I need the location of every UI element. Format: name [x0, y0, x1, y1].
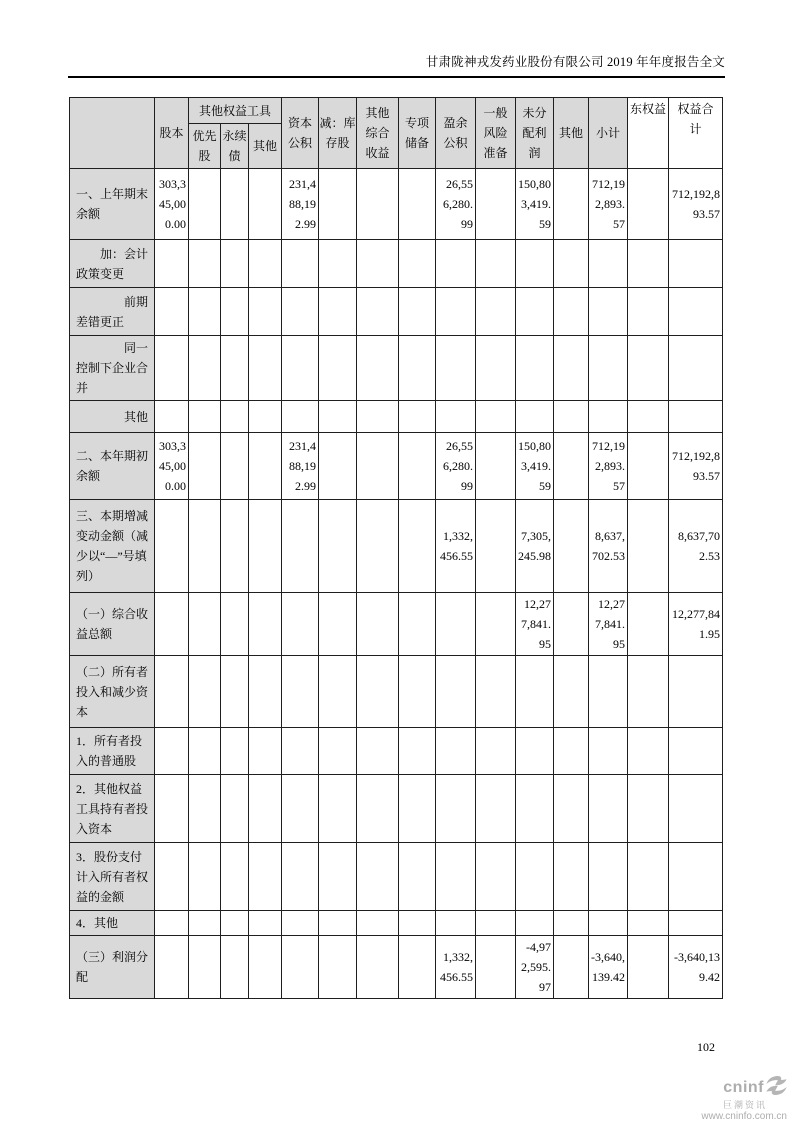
header-rule [68, 76, 725, 78]
table-row [70, 401, 723, 433]
value-cell: 8,637,702.53 [669, 500, 723, 593]
value-cell [357, 593, 399, 656]
value-cell [628, 401, 669, 433]
value-cell [436, 336, 476, 401]
value-cell: 712,192,893.57 [669, 169, 723, 240]
value-cell [436, 728, 476, 775]
value-cell [516, 288, 554, 336]
col-header-surplus-reserve: 盈余公积 [436, 98, 476, 169]
row-label-cell: 加：会计政策变更 [70, 240, 155, 288]
value-cell [221, 401, 249, 433]
cninfo-brand-text: cninf [723, 1079, 764, 1096]
value-cell: -3,640,139.42 [669, 936, 723, 999]
col-header-other-equity-instruments: 其他权益工具 [189, 98, 282, 124]
value-cell [516, 656, 554, 728]
value-cell [476, 433, 516, 500]
col-header-general-risk-reserve: 一般风险准备 [476, 98, 516, 169]
value-cell [554, 656, 589, 728]
value-cell [189, 288, 221, 336]
table-row [70, 936, 723, 999]
value-cell [155, 911, 189, 936]
value-cell [249, 433, 282, 500]
col-header-share-capital: 股本 [155, 98, 189, 169]
value-cell [189, 169, 221, 240]
table-row [70, 433, 723, 500]
value-cell [554, 169, 589, 240]
value-cell [476, 911, 516, 936]
value-cell [436, 775, 476, 843]
value-cell [628, 288, 669, 336]
value-cell [399, 843, 436, 911]
value-cell: -4,972,595.97 [516, 936, 554, 999]
value-cell [155, 288, 189, 336]
value-cell [189, 240, 221, 288]
value-cell [589, 401, 628, 433]
value-cell [319, 433, 357, 500]
value-cell [436, 240, 476, 288]
value-cell [399, 433, 436, 500]
value-cell [249, 169, 282, 240]
value-cell [516, 911, 554, 936]
value-cell [476, 728, 516, 775]
value-cell [436, 911, 476, 936]
value-cell [669, 401, 723, 433]
value-cell [249, 936, 282, 999]
value-cell: 12,277,841.95 [589, 593, 628, 656]
value-cell: -3,640,139.42 [589, 936, 628, 999]
value-cell: 26,556,280.99 [436, 433, 476, 500]
value-cell [155, 336, 189, 401]
value-cell [669, 288, 723, 336]
value-cell [249, 336, 282, 401]
value-cell [476, 656, 516, 728]
value-cell [399, 336, 436, 401]
value-cell [357, 728, 399, 775]
value-cell [319, 593, 357, 656]
value-cell [249, 843, 282, 911]
table-row [70, 240, 723, 288]
value-cell [357, 401, 399, 433]
value-cell [399, 728, 436, 775]
value-cell [189, 433, 221, 500]
value-cell [282, 593, 319, 656]
value-cell [476, 500, 516, 593]
value-cell [628, 240, 669, 288]
value-cell [628, 911, 669, 936]
value-cell [221, 593, 249, 656]
value-cell: 150,803,419.59 [516, 169, 554, 240]
header-row-1 [70, 98, 723, 124]
value-cell [221, 500, 249, 593]
value-cell: 231,488,192.99 [282, 169, 319, 240]
value-cell [155, 401, 189, 433]
value-cell: 7,305,245.98 [516, 500, 554, 593]
value-cell [249, 288, 282, 336]
value-cell [249, 911, 282, 936]
value-cell [628, 656, 669, 728]
value-cell [628, 169, 669, 240]
value-cell [155, 728, 189, 775]
table-row [70, 911, 723, 936]
document-header-title: 甘肃陇神戎发药业股份有限公司 2019 年年度报告全文 [425, 55, 725, 69]
col-header-less-treasury-shares: 减：库存股 [319, 98, 357, 169]
row-label-cell: 一、上年期末余额 [70, 169, 155, 240]
value-cell [628, 843, 669, 911]
value-cell [516, 336, 554, 401]
value-cell [516, 240, 554, 288]
value-cell [249, 775, 282, 843]
value-cell [282, 288, 319, 336]
value-cell [554, 911, 589, 936]
value-cell: 231,488,192.99 [282, 433, 319, 500]
value-cell [189, 593, 221, 656]
value-cell [476, 336, 516, 401]
value-cell [282, 240, 319, 288]
value-cell [476, 169, 516, 240]
value-cell [155, 775, 189, 843]
value-cell [189, 936, 221, 999]
value-cell [282, 843, 319, 911]
value-cell [436, 843, 476, 911]
row-label-cell: 同一控制下企业合并 [70, 336, 155, 401]
value-cell [628, 775, 669, 843]
value-cell [436, 288, 476, 336]
col-header-minority-equity: 东权益 [628, 98, 669, 169]
value-cell [155, 936, 189, 999]
value-cell [189, 336, 221, 401]
table-row [70, 593, 723, 656]
value-cell [399, 288, 436, 336]
value-cell [155, 500, 189, 593]
value-cell [249, 656, 282, 728]
value-cell [669, 728, 723, 775]
value-cell: 712,192,893.57 [589, 169, 628, 240]
value-cell [221, 288, 249, 336]
value-cell [319, 775, 357, 843]
value-cell [589, 656, 628, 728]
equity-changes-table [69, 97, 723, 999]
value-cell [221, 936, 249, 999]
value-cell [628, 593, 669, 656]
value-cell: 150,803,419.59 [516, 433, 554, 500]
value-cell: 303,345,000.00 [155, 433, 189, 500]
value-cell [399, 500, 436, 593]
value-cell [319, 936, 357, 999]
col-header-other: 其他 [554, 98, 589, 169]
value-cell: 712,192,893.57 [669, 433, 723, 500]
value-cell [282, 728, 319, 775]
value-cell [399, 401, 436, 433]
value-cell [221, 336, 249, 401]
value-cell [319, 401, 357, 433]
value-cell [357, 433, 399, 500]
value-cell [319, 500, 357, 593]
row-label-cell: （二）所有者投入和减少资本 [70, 656, 155, 728]
value-cell [282, 911, 319, 936]
value-cell [589, 336, 628, 401]
row-label-cell: 其他 [70, 401, 155, 433]
value-cell [319, 169, 357, 240]
cninfo-swirl-icon [766, 1076, 787, 1100]
value-cell: 1,332,456.55 [436, 936, 476, 999]
value-cell [399, 775, 436, 843]
row-label-cell: 4．其他 [70, 911, 155, 936]
col-header-perpetual-bonds: 永续债 [221, 124, 249, 169]
value-cell [189, 728, 221, 775]
row-label-cell: 3．股份支付计入所有者权益的金额 [70, 843, 155, 911]
value-cell [249, 500, 282, 593]
value-cell [554, 775, 589, 843]
value-cell [221, 911, 249, 936]
value-cell [221, 433, 249, 500]
value-cell [357, 169, 399, 240]
value-cell [282, 500, 319, 593]
value-cell [628, 500, 669, 593]
value-cell [399, 593, 436, 656]
value-cell [476, 936, 516, 999]
value-cell [669, 656, 723, 728]
value-cell [357, 336, 399, 401]
table-row [70, 656, 723, 728]
value-cell [319, 656, 357, 728]
value-cell: 26,556,280.99 [436, 169, 476, 240]
value-cell [189, 656, 221, 728]
value-cell [589, 843, 628, 911]
value-cell [436, 656, 476, 728]
value-cell [554, 433, 589, 500]
value-cell [357, 240, 399, 288]
value-cell [628, 728, 669, 775]
col-header-stub [70, 98, 155, 169]
value-cell [319, 288, 357, 336]
page-number: 102 [697, 1040, 715, 1054]
value-cell [249, 240, 282, 288]
value-cell [589, 728, 628, 775]
value-cell [476, 401, 516, 433]
cninfo-logo [701, 1076, 787, 1123]
table-row [70, 728, 723, 775]
table-row [70, 288, 723, 336]
value-cell [357, 775, 399, 843]
value-cell [249, 728, 282, 775]
value-cell [282, 401, 319, 433]
row-label-cell: （三）利润分配 [70, 936, 155, 999]
value-cell [554, 936, 589, 999]
value-cell [319, 911, 357, 936]
value-cell [399, 169, 436, 240]
col-header-preferred-shares: 优先股 [189, 124, 221, 169]
row-label-cell: 2．其他权益工具持有者投入资本 [70, 775, 155, 843]
value-cell [476, 775, 516, 843]
col-header-oei-other: 其他 [249, 124, 282, 169]
value-cell [669, 336, 723, 401]
value-cell [357, 911, 399, 936]
value-cell [669, 911, 723, 936]
value-cell [589, 911, 628, 936]
value-cell [189, 911, 221, 936]
value-cell [357, 936, 399, 999]
row-label-cell: 二、本年期初余额 [70, 433, 155, 500]
value-cell: 12,277,841.95 [669, 593, 723, 656]
value-cell [399, 936, 436, 999]
value-cell [554, 401, 589, 433]
value-cell [249, 401, 282, 433]
value-cell [669, 240, 723, 288]
value-cell [357, 843, 399, 911]
value-cell [221, 169, 249, 240]
value-cell [554, 336, 589, 401]
value-cell [669, 843, 723, 911]
value-cell [516, 775, 554, 843]
value-cell: 8,637,702.53 [589, 500, 628, 593]
value-cell [399, 911, 436, 936]
value-cell [189, 775, 221, 843]
value-cell [628, 936, 669, 999]
value-cell: 712,192,893.57 [589, 433, 628, 500]
value-cell [189, 843, 221, 911]
value-cell [554, 288, 589, 336]
row-label-cell: 1．所有者投入的普通股 [70, 728, 155, 775]
value-cell [476, 843, 516, 911]
value-cell [554, 240, 589, 288]
value-cell [319, 240, 357, 288]
value-cell [155, 843, 189, 911]
table-row [70, 169, 723, 240]
value-cell [319, 843, 357, 911]
value-cell [436, 593, 476, 656]
col-header-subtotal: 小计 [589, 98, 628, 169]
cninfo-chinese-name: 巨潮资讯 [722, 1100, 767, 1110]
value-cell [282, 936, 319, 999]
value-cell [249, 593, 282, 656]
value-cell [155, 593, 189, 656]
value-cell [282, 336, 319, 401]
value-cell [589, 240, 628, 288]
col-header-other-comprehensive-income: 其他综合收益 [357, 98, 399, 169]
value-cell [221, 728, 249, 775]
value-cell [155, 656, 189, 728]
value-cell [221, 775, 249, 843]
value-cell [476, 240, 516, 288]
value-cell [589, 775, 628, 843]
value-cell [554, 593, 589, 656]
row-label-cell: 前期差错更正 [70, 288, 155, 336]
value-cell [189, 500, 221, 593]
value-cell [554, 500, 589, 593]
value-cell [155, 240, 189, 288]
value-cell [282, 775, 319, 843]
value-cell [357, 288, 399, 336]
value-cell: 12,277,841.95 [516, 593, 554, 656]
value-cell [476, 288, 516, 336]
value-cell [357, 500, 399, 593]
col-header-capital-reserve: 资本公积 [282, 98, 319, 169]
col-header-total-equity: 权益合计 [669, 98, 723, 169]
table-row [70, 775, 723, 843]
value-cell: 303,345,000.00 [155, 169, 189, 240]
value-cell [189, 401, 221, 433]
row-label-cell: 三、本期增减变动金额（减少以“—”号填列） [70, 500, 155, 593]
value-cell [554, 728, 589, 775]
value-cell [628, 433, 669, 500]
value-cell [399, 656, 436, 728]
value-cell [221, 656, 249, 728]
value-cell [554, 843, 589, 911]
table-row [70, 843, 723, 911]
table-row [70, 336, 723, 401]
cninfo-url: www.cninfo.com.cn [701, 1111, 787, 1122]
col-header-special-reserve: 专项储备 [399, 98, 436, 169]
value-cell [357, 656, 399, 728]
table-row [70, 500, 723, 593]
value-cell [221, 240, 249, 288]
value-cell [516, 843, 554, 911]
value-cell [516, 401, 554, 433]
row-label-cell: （一）综合收益总额 [70, 593, 155, 656]
value-cell [221, 843, 249, 911]
value-cell [436, 401, 476, 433]
value-cell [516, 728, 554, 775]
value-cell [282, 656, 319, 728]
value-cell [399, 240, 436, 288]
value-cell [589, 288, 628, 336]
value-cell [476, 593, 516, 656]
value-cell [628, 336, 669, 401]
value-cell [669, 775, 723, 843]
col-header-undistributed-profit: 未分配利润 [516, 98, 554, 169]
value-cell [319, 728, 357, 775]
value-cell [319, 336, 357, 401]
value-cell: 1,332,456.55 [436, 500, 476, 593]
